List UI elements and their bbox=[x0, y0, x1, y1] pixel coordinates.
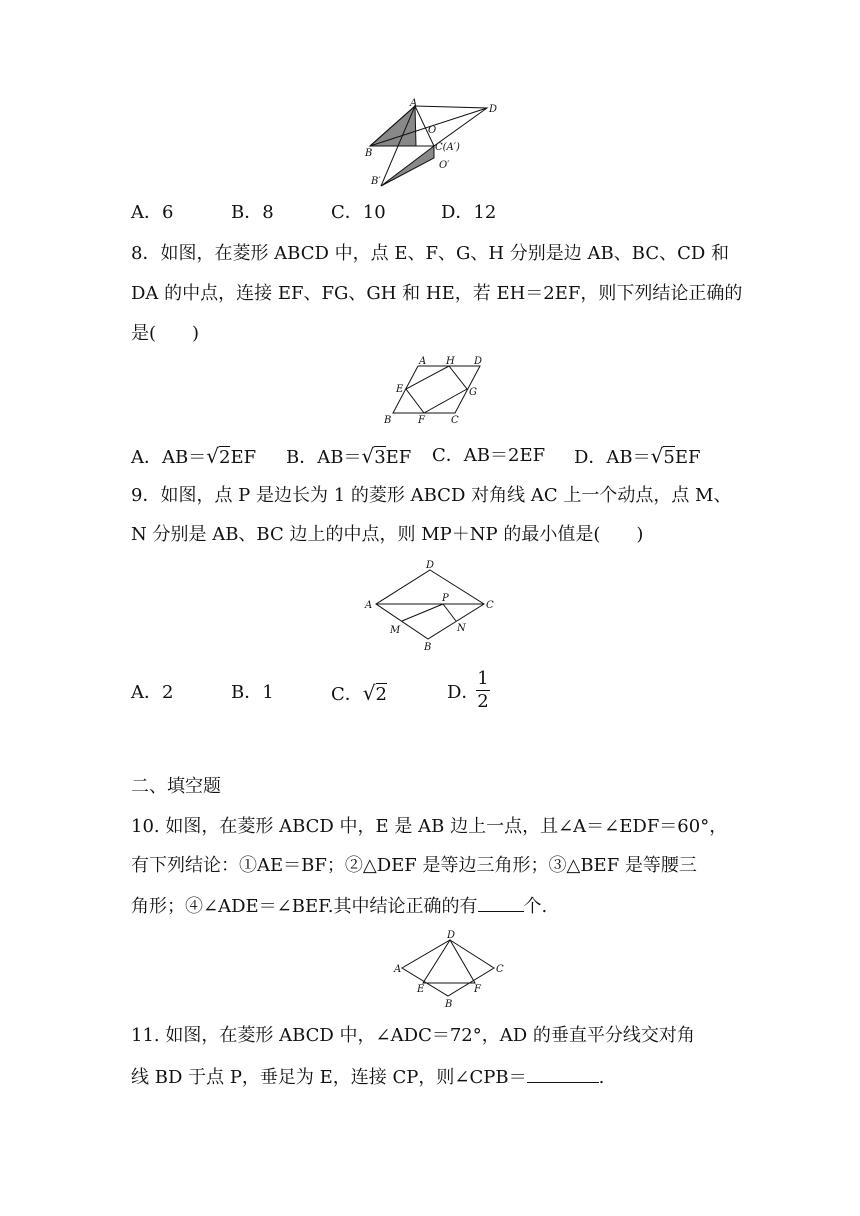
q8-line-3: 是( ) bbox=[131, 323, 200, 344]
q8-line-2: DA 的中点，连接 EF、FG、GH 和 HE，若 EH＝2EF，则下列结论正确的 bbox=[131, 283, 743, 304]
q11-line-2-text: 线 BD 于点 P，垂足为 E，连接 CP，则∠CPB＝ bbox=[131, 1067, 527, 1088]
q8-option-b-suffix: EF bbox=[385, 447, 412, 468]
q9-label-m: M bbox=[390, 625, 401, 636]
q9-label-p: P bbox=[442, 593, 449, 604]
q7-shaded-triangle-bottom bbox=[381, 146, 434, 186]
q8-option-b-radicand: 3 bbox=[374, 447, 386, 468]
q8-option-d-prefix: D．AB＝ bbox=[574, 447, 651, 468]
q8-option-a-radicand: 2 bbox=[218, 447, 231, 468]
q9-option-c-radicand: 2 bbox=[375, 684, 387, 705]
q8-figure bbox=[380, 355, 490, 427]
q7-label-c: C(A′) bbox=[435, 142, 460, 153]
q10-line-3-end: 个. bbox=[523, 896, 548, 917]
q8-label-f: F bbox=[418, 415, 425, 426]
q9-option-c bbox=[331, 681, 387, 707]
q8-option-b bbox=[286, 444, 411, 470]
q11-answer-blank bbox=[527, 1064, 599, 1083]
q9-option-c-prefix: C． bbox=[331, 684, 363, 705]
q8-label-d: D bbox=[474, 356, 483, 367]
q7-label-d: D bbox=[489, 104, 498, 115]
q7-option-c: C．10 bbox=[331, 202, 386, 223]
q8-option-b-prefix: B．AB＝ bbox=[286, 447, 362, 468]
sqrt-icon: √ bbox=[650, 444, 664, 468]
q7-label-o: O bbox=[428, 125, 437, 136]
q11-line-1: 11. 如图，在菱形 ABCD 中，∠ADC＝72°，AD 的垂直平分线交对角 bbox=[131, 1025, 695, 1046]
q8-inner-quad bbox=[406, 366, 467, 413]
q8-label-a: A bbox=[419, 356, 427, 367]
q9-label-n: N bbox=[457, 623, 466, 634]
q8-option-a bbox=[131, 444, 256, 470]
q7-option-d: D．12 bbox=[441, 202, 497, 223]
q7-option-b: B．8 bbox=[231, 202, 274, 223]
q8-label-h: H bbox=[446, 356, 455, 367]
q10-triangle-def bbox=[423, 940, 475, 983]
q9-option-a: A．2 bbox=[131, 682, 174, 703]
sqrt-icon: √ bbox=[362, 681, 376, 705]
sqrt-icon: √ bbox=[206, 444, 219, 468]
q7-label-a: A bbox=[410, 98, 418, 109]
q8-option-a-prefix: A．AB＝ bbox=[131, 447, 207, 468]
q8-line-1: 8．如图，在菱形 ABCD 中，点 E、F、G、H 分别是边 AB、BC、CD 和 bbox=[131, 243, 730, 264]
q7-option-a: A．6 bbox=[131, 202, 174, 223]
q9-line-1: 9．如图，点 P 是边长为 1 的菱形 ABCD 对角线 AC 上一个动点，点 M、 bbox=[131, 485, 732, 506]
q10-label-d: D bbox=[447, 930, 456, 941]
q10-figure bbox=[392, 928, 512, 1010]
q8-label-b: B bbox=[384, 415, 392, 426]
q9-option-d-denominator: 2 bbox=[477, 691, 489, 712]
q8-option-c: C．AB＝2EF bbox=[432, 445, 546, 466]
q8-label-e: E bbox=[396, 384, 404, 395]
q9-option-d-numerator: 1 bbox=[477, 668, 489, 689]
q9-option-b: B．1 bbox=[231, 682, 274, 703]
q7-label-o-prime: O′ bbox=[439, 160, 450, 171]
q8-label-g: G bbox=[469, 387, 477, 398]
q10-label-b: B bbox=[445, 999, 453, 1010]
q11-line-2 bbox=[131, 1064, 604, 1090]
q9-line-2: N 分别是 AB、BC 边上的中点，则 MP＋NP 的最小值是( ) bbox=[131, 524, 644, 545]
q10-label-e: E bbox=[417, 984, 425, 995]
q8-option-d bbox=[574, 444, 701, 470]
q7-label-b-prime: B′ bbox=[371, 176, 381, 187]
q9-option-d-prefix: D． bbox=[447, 682, 480, 703]
q7-figure bbox=[362, 98, 502, 190]
section-title: 二、填空题 bbox=[131, 776, 221, 797]
q8-option-a-suffix: EF bbox=[230, 447, 257, 468]
q10-label-c: C bbox=[496, 964, 504, 975]
q9-label-a: A bbox=[365, 600, 373, 611]
q10-line-3-text: 角形；④∠ADE＝∠BEF.其中结论正确的有 bbox=[131, 896, 478, 917]
q9-label-d: D bbox=[426, 560, 435, 571]
q10-label-a: A bbox=[394, 964, 402, 975]
q9-option-d-fraction bbox=[476, 668, 490, 713]
sqrt-icon: √ bbox=[361, 444, 375, 468]
q7-label-b: B bbox=[365, 148, 373, 159]
q11-line-2-end: . bbox=[598, 1067, 605, 1088]
q9-label-c: C bbox=[486, 600, 494, 611]
q10-line-3 bbox=[131, 893, 547, 919]
q8-option-d-radicand: 5 bbox=[663, 447, 675, 468]
q10-line-1: 10. 如图，在菱形 ABCD 中，E 是 AB 边上一点，且∠A＝∠EDF＝60°， bbox=[131, 816, 728, 837]
q9-label-b: B bbox=[424, 642, 432, 653]
q10-line-2: 有下列结论：①AE＝BF；②△DEF 是等边三角形；③△BEF 是等腰三 bbox=[131, 855, 697, 876]
q9-figure bbox=[362, 558, 502, 653]
q8-label-c: C bbox=[451, 415, 459, 426]
q8-option-d-suffix: EF bbox=[674, 447, 701, 468]
q10-label-f: F bbox=[474, 984, 481, 995]
q10-answer-blank bbox=[478, 893, 524, 912]
